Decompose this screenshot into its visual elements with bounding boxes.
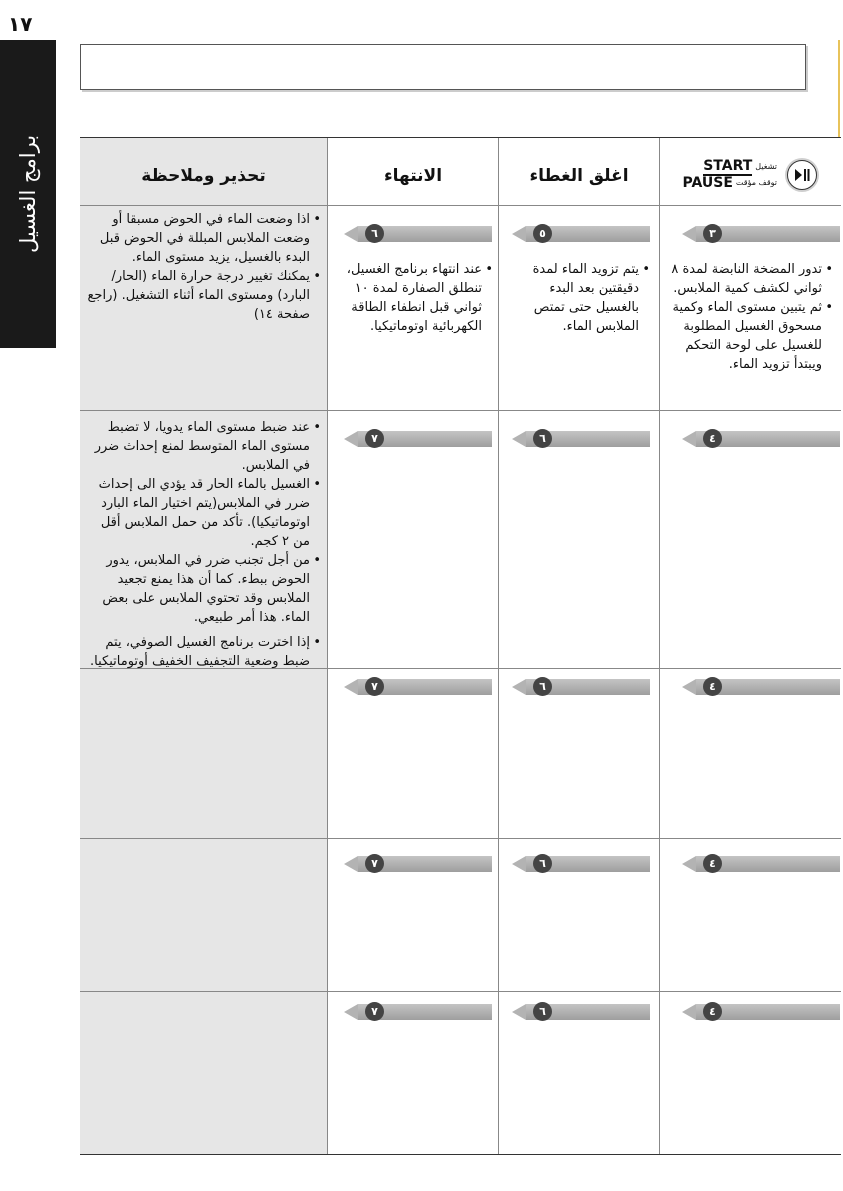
close-step-text bbox=[509, 260, 653, 336]
header-box bbox=[80, 44, 806, 90]
column-divider bbox=[659, 138, 660, 1154]
list-item: • عند ضبط مستوى الماء يدويا، لا تضبط مستوى الماء المتوسط لمنع إحداث ضرر في الملابس. bbox=[84, 418, 310, 475]
step-number: ٦ bbox=[533, 854, 552, 873]
step-number: ٦ bbox=[365, 224, 384, 243]
step-indicator bbox=[672, 428, 840, 450]
row1-notes bbox=[84, 210, 324, 324]
step-number: ٤ bbox=[703, 677, 722, 696]
side-section-title: برامج الغسيل bbox=[16, 134, 40, 254]
step-indicator bbox=[672, 676, 840, 698]
list-item: • يتم تزويد الماء لمدة دقيقتين بعد البدء بالغسيل حتى تمتص الملابس الماء. bbox=[509, 260, 639, 336]
row2-notes bbox=[84, 418, 324, 671]
list-item: • ثم يتبين مستوى الماء وكمية مسحوق الغسيل المطلوبة للغسيل على لوحة التحكم ويبتدأ تزويد الماء. bbox=[662, 298, 822, 374]
step-indicator bbox=[502, 853, 650, 875]
step-number: ٧ bbox=[365, 854, 384, 873]
step-number: ٧ bbox=[365, 677, 384, 696]
step-number: ٤ bbox=[703, 1002, 722, 1021]
page-number: ١٧ bbox=[8, 12, 33, 36]
pause-label-ar: توقف مؤقت bbox=[735, 178, 777, 188]
list-item: • من أجل تجنب ضرر في الملابس، يدور الحوض ببطء. كما أن هذا يمنع تجعيد الملابس وقد تحتوي الملابس على بعض الماء. هذا أمر طبيعي. bbox=[84, 551, 310, 627]
step-indicator bbox=[502, 1001, 650, 1023]
list-item: • الغسيل بالماء الحار قد يؤدي الى إحداث ضرر في الملابس(يتم اختيار الماء البارد اوتوماتيكيا). تأكد من حمل الملابس أقل من ٢ كجم. bbox=[84, 475, 310, 551]
pause-label: PAUSE bbox=[682, 175, 733, 191]
step-indicator bbox=[502, 223, 650, 245]
notes-header: تحذير وملاحظة bbox=[141, 166, 266, 186]
close-lid-header: اغلق الغطاء bbox=[529, 166, 629, 186]
program-table bbox=[80, 137, 841, 1155]
row-divider bbox=[80, 991, 841, 992]
step-number: ٤ bbox=[703, 854, 722, 873]
step-indicator bbox=[502, 676, 650, 698]
end-header-cell bbox=[328, 138, 498, 205]
start-label: START bbox=[703, 158, 753, 175]
start-pause-labels bbox=[682, 159, 777, 190]
step-number: ٧ bbox=[365, 1002, 384, 1021]
step-indicator bbox=[672, 1001, 840, 1023]
step-indicator bbox=[334, 676, 492, 698]
list-item: • إذا اخترت برنامج الغسيل الصوفي، يتم ضبط وضعية التجفيف الخفيف أوتوماتيكيا. bbox=[84, 633, 310, 671]
step-number: ٦ bbox=[533, 677, 552, 696]
step-number: ٧ bbox=[365, 429, 384, 448]
list-item: • تدور المضخة النابضة لمدة ٨ ثواني لكشف كمية الملابس. bbox=[662, 260, 822, 298]
end-step-text bbox=[338, 260, 496, 336]
end-header: الانتهاء bbox=[383, 166, 443, 186]
step-indicator bbox=[672, 223, 840, 245]
step-number: ٦ bbox=[533, 429, 552, 448]
step-number: ٥ bbox=[533, 224, 552, 243]
row-divider bbox=[80, 205, 841, 206]
notes-header-cell bbox=[80, 138, 327, 205]
row-divider bbox=[80, 410, 841, 411]
step-indicator bbox=[334, 1001, 492, 1023]
step-indicator bbox=[502, 428, 650, 450]
column-divider bbox=[327, 138, 328, 1154]
step-number: ٣ bbox=[703, 224, 722, 243]
start-label-ar: تشغيل bbox=[755, 162, 777, 172]
step-number: ٦ bbox=[533, 1002, 552, 1021]
step-indicator bbox=[334, 853, 492, 875]
play-pause-icon bbox=[785, 158, 819, 192]
step-indicator bbox=[672, 853, 840, 875]
step-indicator bbox=[334, 223, 492, 245]
step-number: ٤ bbox=[703, 429, 722, 448]
list-item: • يمكنك تغيير درجة حرارة الماء (الحار/البارد) ومستوى الماء أثناء التشغيل. (راجع صفحة ١٤) bbox=[84, 267, 310, 324]
start-pause-button-illustration bbox=[682, 158, 819, 192]
column-divider bbox=[498, 138, 499, 1154]
step-indicator bbox=[334, 428, 492, 450]
list-item: • اذا وضعت الماء في الحوض مسبقا أو وضعت الملابس المبللة في الحوض قبل البدء بالغسيل، يزيد مستوى الماء. bbox=[84, 210, 310, 267]
list-item: • عند انتهاء برنامج الغسيل، تنطلق الصفارة لمدة ١٠ ثواني قبل انطفاء الطاقة الكهربائية اوتوماتيكيا. bbox=[338, 260, 482, 336]
side-section-tab bbox=[0, 40, 56, 348]
start-header-cell bbox=[660, 138, 841, 205]
close-header-cell bbox=[499, 138, 659, 205]
start-step-text bbox=[662, 260, 836, 374]
row-divider bbox=[80, 838, 841, 839]
